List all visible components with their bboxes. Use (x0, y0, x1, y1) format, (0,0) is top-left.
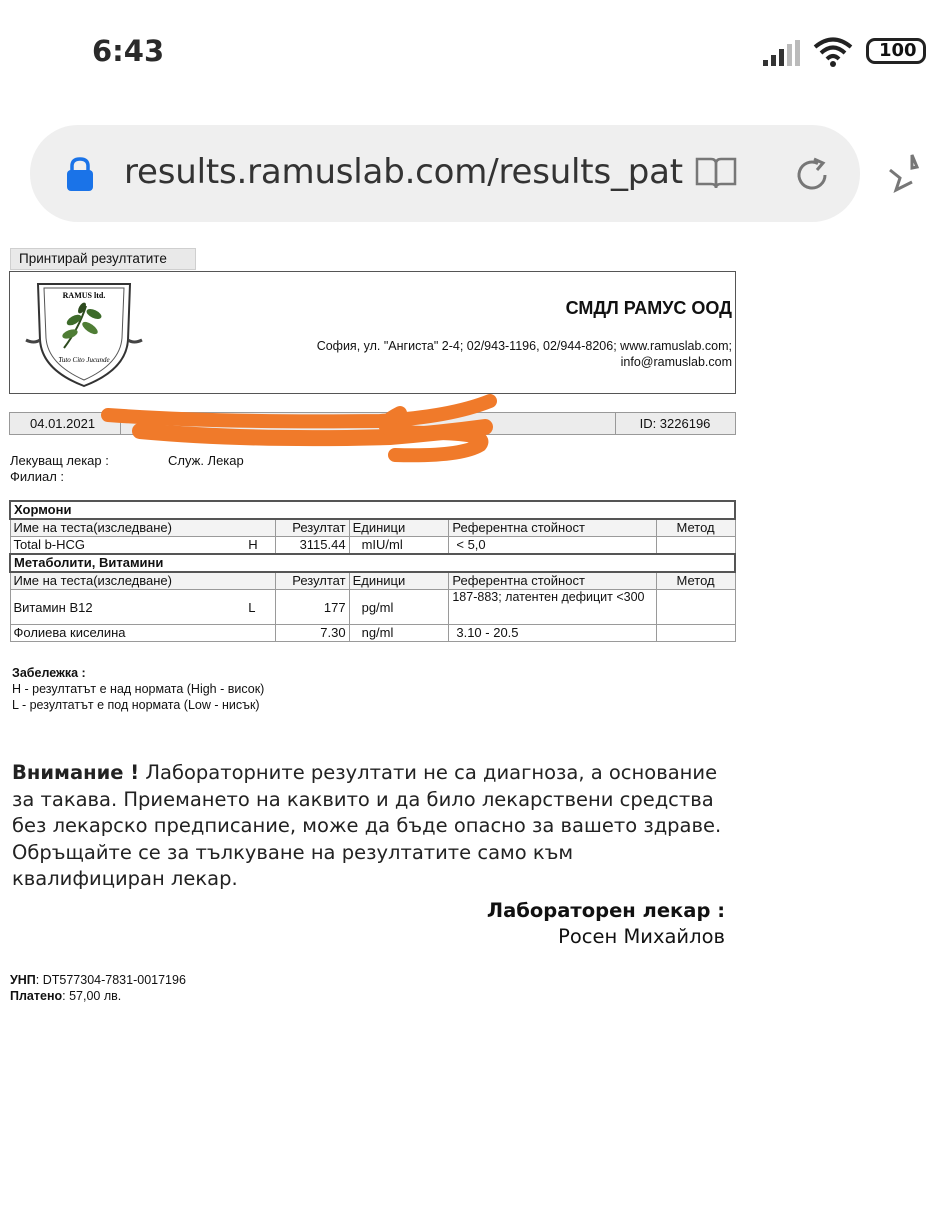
status-time: 6:43 (92, 34, 165, 68)
url-text[interactable]: results.ramuslab.com/results_pat (124, 152, 683, 192)
reload-icon[interactable] (794, 157, 830, 198)
unp-value: : DT577304-7831-0017196 (35, 973, 186, 987)
patient-id: ID: 3226196 (639, 416, 711, 431)
result-value: 3115.44 (275, 537, 349, 555)
result-units: ng/ml (349, 625, 449, 642)
lab-address-line1: София, ул. "Ангиста" 2-4; 02/943-1196, 02/944-8206; www.ramuslab.com; (316, 339, 732, 353)
lab-doctor-signature (420, 898, 725, 950)
result-flag: H (245, 537, 275, 555)
column-header-row (10, 519, 735, 537)
battery-level: 100 (879, 40, 917, 61)
payment-footer (10, 972, 186, 1004)
note-low: L - резултатът е под нормата (Low - нисък) (12, 698, 260, 712)
section-title: Хормони (10, 501, 735, 519)
warning-title: Внимание ! (12, 761, 140, 784)
result-date: 04.01.2021 (30, 416, 96, 431)
test-name: Витамин В12 (10, 590, 245, 625)
col-result: Резултат (275, 519, 349, 537)
col-units: Единици (349, 519, 449, 537)
lab-name: СМДЛ РАМУС ООД (565, 298, 732, 318)
doctor-value: Служ. Лекар (168, 453, 244, 468)
lab-email: info@ramuslab.com (620, 355, 732, 369)
branch-label: Филиал : (10, 469, 65, 484)
battery-icon (866, 38, 926, 64)
warning-body: Лабораторните резултати не са диагноза, а основание за такава. Приемането на каквито и да било лекарствени средства без лекарско предписание, може да бъде опасно за вашето здраве. Обръщайте се за тълкуване на резултатите само към квалифициран лекар. (12, 761, 722, 890)
warning-text (12, 760, 732, 893)
col-method: Метод (656, 572, 735, 590)
paid-label: Платено (10, 989, 63, 1003)
logo-motto: Tuto Cito Jucunde (58, 356, 110, 364)
test-name: Total b-HCG (10, 537, 245, 555)
table-row (10, 625, 735, 642)
col-test: Име на теста(изследване) (10, 519, 275, 537)
print-results-button[interactable]: Принтирай резултатите (10, 248, 196, 270)
lab-address (270, 338, 732, 370)
result-flag: L (245, 590, 275, 625)
lock-icon[interactable] (65, 156, 95, 197)
paid-value: : 57,00 лв. (62, 989, 122, 1003)
redaction-scribble (100, 393, 500, 473)
col-method: Метод (656, 519, 735, 537)
result-flag (245, 625, 275, 642)
table-row (10, 590, 735, 625)
reader-mode-icon[interactable] (694, 155, 738, 196)
wifi-icon (812, 36, 854, 73)
unp-label: УНП (10, 973, 36, 987)
bookmark-star-icon[interactable] (888, 152, 918, 197)
result-value: 7.30 (275, 625, 349, 642)
col-units: Единици (349, 572, 449, 590)
doctor-label: Лекуващ лекар : (10, 453, 109, 468)
section-title: Метаболити, Витамини (10, 554, 735, 572)
lab-doctor-name: Росен Михайлов (558, 925, 725, 948)
result-units: pg/ml (349, 590, 449, 625)
note-high: H - резултатът е над нормата (High - висок) (12, 682, 265, 696)
column-header-row (10, 572, 735, 590)
col-reference: Референтна стойност (449, 519, 656, 537)
result-value: 177 (275, 590, 349, 625)
signal-icon (762, 40, 800, 71)
lab-logo (24, 278, 144, 395)
test-name: Фолиева киселина (10, 625, 245, 642)
reference-range: 3.10 - 20.5 (449, 625, 656, 642)
col-result: Резултат (275, 572, 349, 590)
note-title: Забележка : (12, 666, 86, 680)
reference-range: < 5,0 (449, 537, 656, 555)
logo-text: RAMUS ltd. (62, 291, 106, 300)
col-test: Име на теста(изследване) (10, 572, 275, 590)
reference-range: 187-883; латентен дефицит <300 (449, 590, 656, 625)
legend-note (12, 665, 264, 713)
lab-doctor-label: Лабораторен лекар : (486, 899, 725, 922)
col-reference: Референтна стойност (449, 572, 656, 590)
table-row (10, 537, 735, 555)
results-table (9, 500, 736, 642)
result-units: mIU/ml (349, 537, 449, 555)
